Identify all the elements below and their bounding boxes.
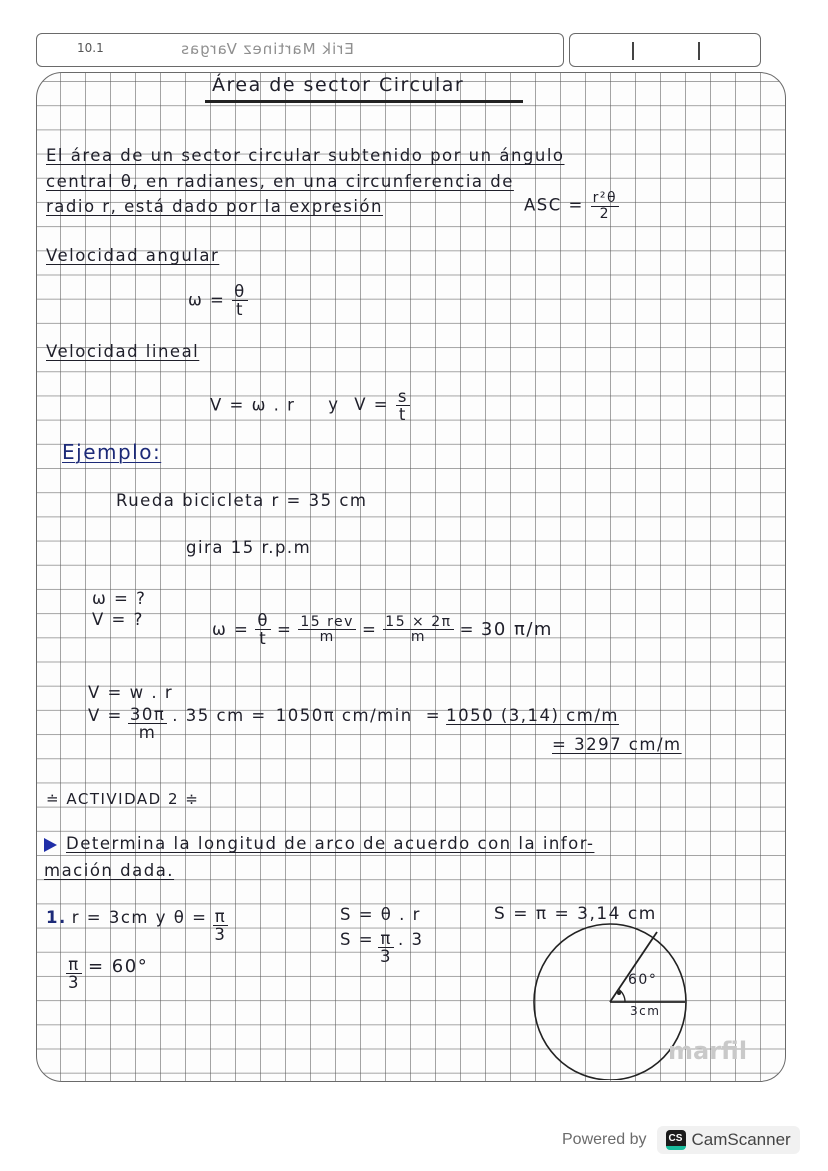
formula-lhs: ω = — [212, 620, 250, 640]
exercise-1-conversion — [66, 956, 148, 992]
fraction-numerator: r²θ — [592, 190, 618, 206]
activity-heading-text: ACTIVIDAD 2 — [66, 790, 180, 808]
fraction-numerator: π — [380, 929, 392, 948]
fraction-denominator: m — [319, 629, 335, 646]
omega-calculation — [212, 612, 553, 648]
v-formula-line: V = w . r — [88, 683, 174, 702]
example-line-1: Rueda bicicleta r = 35 cm — [116, 491, 368, 510]
intro-line-3: radio r, está dado por la expresión — [46, 197, 383, 216]
unknown-v: V = ? — [92, 610, 144, 629]
fraction-denominator: 3 — [380, 947, 393, 967]
conversion-result: = 60° — [88, 956, 149, 977]
camscanner-brand-name: CamScanner — [691, 1130, 791, 1149]
title-underline — [205, 100, 523, 103]
fraction-denominator: 3 — [68, 973, 80, 993]
date-separator — [698, 42, 700, 60]
theta-fraction — [212, 908, 228, 944]
times-3: . 3 — [398, 930, 424, 949]
name-field-box — [36, 33, 564, 67]
diagram-radius-label: 3cm — [630, 1004, 661, 1018]
arc-length-formula: S = θ . r — [340, 905, 421, 924]
date-field-box — [569, 33, 761, 67]
arc-length-result: S = π = 3,14 cm — [494, 904, 657, 924]
page-title: Área de sector Circular — [212, 74, 465, 96]
intro-line-1: El área de un sector circular subtenido por un ángulo — [46, 146, 565, 165]
sector-circle-diagram — [530, 920, 690, 1080]
v-numeric: 1050 (3,14) cm/m — [446, 706, 619, 725]
example-heading: Ejemplo: — [62, 440, 162, 464]
diagram-angle-label: 60° — [628, 972, 658, 988]
equals: = — [459, 620, 475, 640]
linear-velocity-heading: Velocidad lineal — [46, 342, 200, 361]
omega-result: 30 π/m — [480, 619, 553, 641]
times-35cm: . 35 cm = — [172, 706, 267, 725]
formula-lhs: V = — [88, 706, 123, 725]
fraction-numerator: θ — [257, 611, 269, 630]
paper-brand-watermark: marfil — [668, 1037, 748, 1065]
equals: = — [361, 620, 378, 640]
fraction-denominator: t — [259, 629, 268, 649]
brace-right: ≑ — [185, 790, 200, 808]
equals: = — [277, 620, 293, 640]
linear-velocity-formula — [210, 388, 410, 424]
fraction-30pi-m — [128, 706, 167, 742]
fraction-denominator: m — [410, 629, 426, 646]
conversion-fraction — [66, 956, 82, 992]
fraction-15x2pi-m — [383, 615, 453, 645]
brace-left: ≐ — [46, 790, 61, 808]
powered-by-text: Powered by — [562, 1131, 647, 1148]
formula-lhs: S = — [340, 930, 375, 949]
activity-heading — [46, 790, 199, 808]
angular-velocity-formula — [188, 283, 248, 319]
example-line-2: gira 15 r.p.m — [186, 538, 312, 557]
linear-fraction — [396, 388, 410, 424]
arc-length-substitution — [340, 930, 424, 966]
angular-fraction — [232, 283, 248, 319]
fraction-theta-t — [255, 612, 271, 648]
given-values: r = 3cm y θ = — [71, 908, 208, 927]
camscanner-badge — [657, 1126, 800, 1154]
fraction-denominator: m — [138, 723, 157, 743]
formula-lhs: ω = — [188, 290, 226, 310]
fraction-denominator: 3 — [214, 925, 227, 945]
connector-y: y — [328, 395, 340, 415]
equals: = — [425, 706, 442, 725]
fraction-rev-m — [298, 615, 356, 645]
v-step-result: 1050π cm/min — [275, 706, 413, 725]
unknown-omega: ω = ? — [92, 589, 147, 608]
camscanner-footer — [562, 1126, 800, 1154]
fraction-denominator: t — [398, 405, 407, 425]
v-calculation — [88, 706, 619, 742]
fraction-numerator: 30π — [129, 705, 166, 724]
name-text-bleedthrough: Erik Martinez Vargas — [180, 40, 354, 58]
fraction-numerator: θ — [234, 282, 246, 301]
intro-line-2: central θ, en radianes, en una circunferencia de — [46, 172, 514, 191]
formula-lhs: V = — [354, 395, 390, 415]
activity-instruction-line-1: Determina la longitud de arco de acuerdo con la infor- — [66, 834, 595, 853]
fraction-denominator: t — [235, 300, 244, 320]
formula-v-omega-r: V = ω . r — [210, 395, 296, 415]
formula-lhs: ASC = — [524, 195, 584, 215]
fraction-numerator: π — [214, 907, 227, 926]
date-separator — [632, 42, 634, 60]
fraction-numerator: π — [68, 955, 80, 974]
bullet-arrow-icon — [44, 838, 57, 852]
v-final-result: = 3297 cm/m — [552, 735, 682, 754]
activity-instruction-line-2: mación dada. — [44, 861, 175, 880]
substitution-fraction — [378, 930, 394, 966]
exercise-number: 1. — [46, 908, 67, 927]
grade-text: 10.1 — [77, 41, 104, 55]
area-formula — [524, 191, 619, 221]
exercise-1-given — [46, 908, 228, 944]
fraction-numerator: 15 × 2π — [385, 613, 452, 630]
area-fraction — [591, 191, 619, 221]
fraction-numerator: 15 rev — [300, 613, 354, 630]
camscanner-logo-icon: CS — [666, 1130, 686, 1150]
fraction-numerator: s — [397, 387, 408, 406]
angular-velocity-heading: Velocidad angular — [46, 246, 220, 265]
fraction-denominator: 2 — [599, 205, 611, 222]
